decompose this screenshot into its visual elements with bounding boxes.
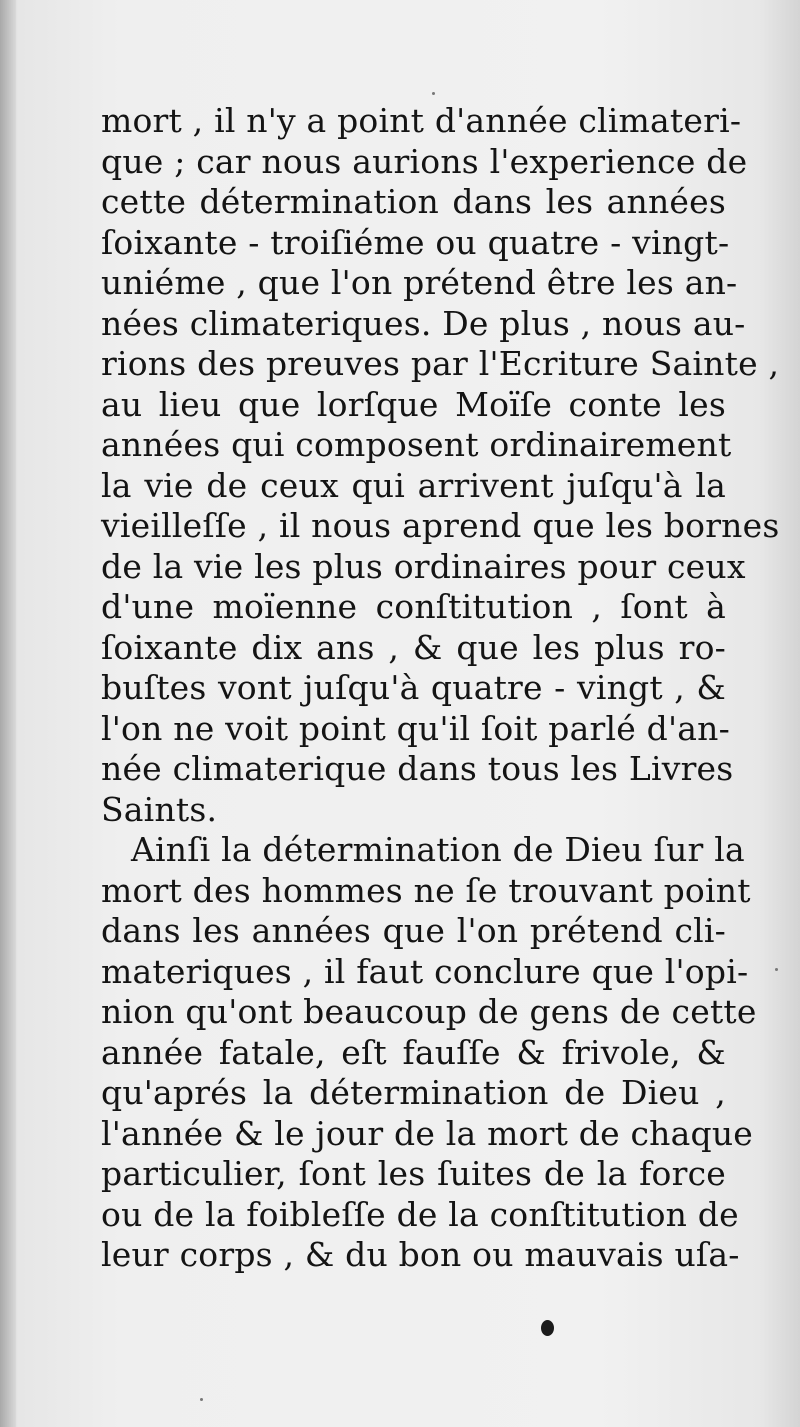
text-line: ſoixante - troiſiéme ou quatre - vingt-: [101, 222, 730, 262]
text-line: ſoixante dix ans , & que les plus ro-: [101, 627, 726, 667]
text-line: vieilleſſe , il nous aprend que les bornes: [101, 506, 780, 545]
text-line: mort , il n'y a point d'année climateri-: [101, 101, 742, 140]
text-line: l'on ne voit point qu'il ſoit parlé d'an-: [101, 708, 730, 748]
text-line: cette détermination dans les années: [101, 182, 726, 221]
text-line: Saints.: [101, 789, 218, 829]
body-text: [101, 101, 780, 1276]
text-line: au lieu que lorſque Moïſe conte les: [101, 384, 726, 424]
ink-dot-ornament: [541, 1320, 554, 1336]
text-line: née climaterique dans tous les Livres: [101, 749, 734, 788]
text-line: uniéme , que l'on prétend être les an-: [101, 263, 738, 302]
ink-speck: [775, 968, 778, 971]
paragraph-start-line: Ainſi la détermination de Dieu ſur la: [131, 830, 745, 869]
text-line: que ; car nous aurions l'experience de: [101, 141, 748, 181]
text-line: la vie de ceux qui arrivent juſqu'à la: [101, 465, 726, 505]
text-line: nées climateriques. De plus , nous au-: [101, 303, 746, 343]
ink-speck: [200, 1398, 203, 1401]
text-line: années qui composent ordinairement: [101, 425, 732, 464]
text-line: ou de la foibleſſe de la conſtitution de: [101, 1194, 739, 1234]
text-line: buſtes vont juſqu'à quatre - vingt , &: [101, 668, 726, 707]
text-line: année fatale, eſt fauſſe & frivole, &: [101, 1032, 726, 1072]
text-line: nion qu'ont beaucoup de gens de cette: [101, 992, 757, 1031]
text-line: qu'aprés la détermination de Dieu ,: [101, 1073, 726, 1112]
text-line: materiques , il faut conclure que l'opi-: [101, 951, 749, 991]
text-line: leur corps , & du bon ou mauvais uſa-: [101, 1235, 740, 1274]
text-line: rions des preuves par l'Ecriture Sainte ,: [101, 344, 780, 383]
text-line: de la vie les plus ordinaires pour ceux: [101, 546, 746, 586]
page-binding-edge: [0, 0, 16, 1427]
ink-speck: [432, 92, 435, 95]
text-line: particulier, ſont les ſuites de la force: [101, 1154, 726, 1193]
text-line: dans les années que l'on prétend cli-: [101, 911, 726, 950]
text-line: l'année & le jour de la mort de chaque: [101, 1113, 754, 1153]
text-line: mort des hommes ne ſe trouvant point: [101, 870, 751, 910]
text-line: d'une moïenne conſtitution , ſont à: [101, 587, 726, 626]
